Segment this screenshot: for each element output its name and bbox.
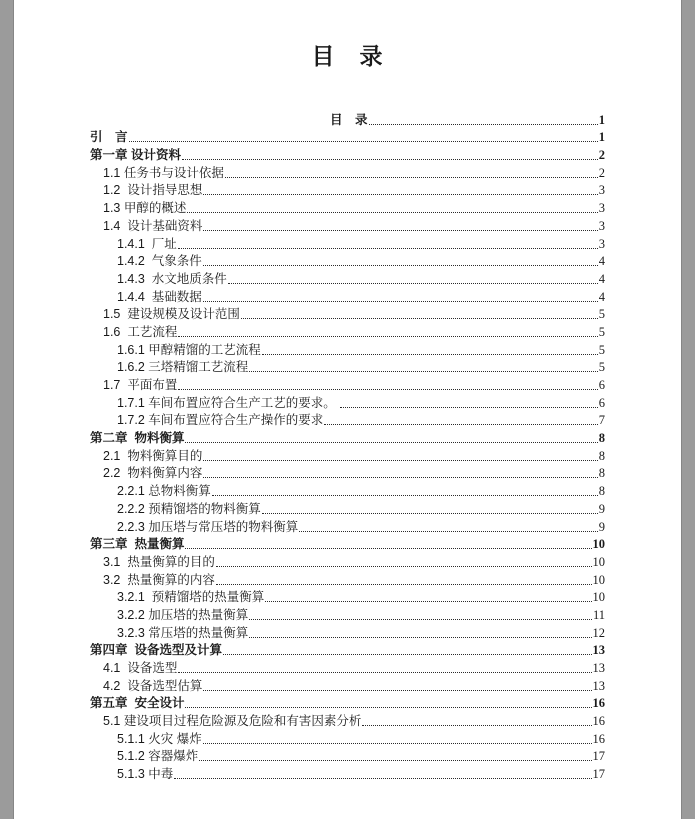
dot-leader bbox=[203, 194, 597, 195]
toc-entry-page-number: 4 bbox=[598, 254, 605, 269]
toc-entry[interactable] bbox=[90, 676, 605, 694]
toc-entry[interactable] bbox=[90, 499, 605, 517]
toc-entry-page-number: 1 bbox=[598, 130, 605, 145]
toc-entry-label: 5.1 建设项目过程危险源及危险和有害因素分析 bbox=[103, 714, 362, 729]
toc-entry-label: 第五章 安全设计 bbox=[90, 696, 185, 711]
toc-entry-page-number: 13 bbox=[592, 661, 605, 675]
toc-entry-label: 2.1 物料衡算目的 bbox=[103, 448, 203, 463]
dot-leader bbox=[262, 513, 598, 514]
dot-leader bbox=[203, 743, 592, 744]
toc-entry-page-number: 8 bbox=[598, 466, 605, 481]
toc-entry-page-number: 13 bbox=[592, 678, 605, 693]
toc-entry-label: 2.2.2 预精馏塔的物料衡算 bbox=[117, 501, 261, 516]
dot-leader bbox=[185, 707, 591, 708]
toc-entry-label: 1.1 任务书与设计依据 bbox=[103, 165, 224, 180]
toc-entry[interactable] bbox=[90, 570, 605, 588]
toc-entry[interactable] bbox=[90, 729, 605, 747]
toc-entry-label: 2.2 物料衡算内容 bbox=[103, 466, 203, 481]
toc-entry-page-number: 10 bbox=[592, 537, 605, 552]
toc-entry[interactable] bbox=[90, 694, 605, 712]
toc-entry[interactable] bbox=[90, 641, 605, 659]
dot-leader bbox=[182, 159, 598, 160]
toc-entry-label: 第一章 设计资料 bbox=[90, 148, 181, 163]
dot-leader bbox=[241, 318, 598, 319]
dot-leader bbox=[249, 637, 591, 638]
toc-entry-page-number: 8 bbox=[598, 448, 605, 463]
dot-leader bbox=[199, 760, 591, 761]
dot-leader bbox=[228, 283, 598, 284]
toc-entry[interactable] bbox=[90, 411, 605, 429]
toc-entry-page-number: 5 bbox=[598, 360, 605, 375]
toc-entry[interactable] bbox=[90, 605, 605, 623]
toc-entry-label: 3.2.2 加压塔的热量衡算 bbox=[117, 607, 249, 622]
toc-entry[interactable] bbox=[90, 181, 605, 199]
dot-leader bbox=[340, 407, 598, 408]
toc-entry-page-number: 5 bbox=[598, 342, 605, 357]
toc-entry[interactable] bbox=[90, 287, 605, 305]
toc-entry-label: 1.4.2 气象条件 bbox=[117, 254, 202, 269]
toc-entry-page-number: 17 bbox=[592, 767, 605, 782]
dot-leader bbox=[178, 336, 597, 337]
dot-leader bbox=[203, 477, 597, 478]
toc-entry[interactable] bbox=[90, 747, 605, 765]
toc-entry-label: 3.2.1 预精馏塔的热量衡算 bbox=[117, 590, 265, 605]
dot-leader bbox=[225, 177, 598, 178]
toc-entry-page-number: 12 bbox=[592, 625, 605, 640]
page-title: 目 录 bbox=[311, 43, 384, 69]
dot-leader bbox=[299, 531, 597, 532]
toc-entry-label: 5.1.3 中毒 bbox=[117, 767, 174, 782]
toc-entry[interactable] bbox=[90, 198, 605, 216]
dot-leader bbox=[203, 301, 598, 302]
dot-leader bbox=[324, 424, 597, 425]
dot-leader bbox=[216, 584, 592, 585]
toc-entry-page-number: 1 bbox=[598, 112, 605, 127]
dot-leader bbox=[203, 230, 597, 231]
toc-entry-page-number: 3 bbox=[598, 236, 605, 251]
dot-leader bbox=[249, 619, 592, 620]
toc-entry[interactable] bbox=[90, 375, 605, 393]
toc-entry[interactable] bbox=[90, 428, 605, 446]
toc-entry[interactable] bbox=[90, 145, 605, 163]
dot-leader bbox=[216, 566, 592, 567]
toc-entry-label: 3.1 热量衡算的目的 bbox=[103, 554, 215, 569]
toc-entry-page-number: 5 bbox=[598, 307, 605, 322]
toc-entry[interactable] bbox=[90, 393, 605, 411]
toc-entry-label: 1.7 平面布置 bbox=[103, 378, 178, 392]
toc-entry[interactable] bbox=[90, 535, 605, 553]
dot-leader bbox=[129, 141, 598, 142]
dot-leader bbox=[174, 778, 591, 779]
toc-entry-page-number: 13 bbox=[592, 643, 605, 658]
toc-entry-page-number: 16 bbox=[592, 731, 605, 746]
toc-entry[interactable] bbox=[90, 340, 605, 358]
toc-entry-page-number: 11 bbox=[592, 607, 605, 622]
toc-entry-label: 3.2 热量衡算的内容 bbox=[103, 572, 215, 587]
toc-entry[interactable] bbox=[90, 252, 605, 270]
toc-entry[interactable] bbox=[90, 517, 605, 535]
toc-entry-label: 5.1.1 火灾 爆炸 bbox=[117, 731, 202, 746]
toc-entry[interactable] bbox=[90, 552, 605, 570]
toc-entry-label: 1.4.1 厂址 bbox=[117, 236, 177, 251]
dot-leader bbox=[187, 212, 597, 213]
toc-entry-page-number: 2 bbox=[598, 165, 605, 180]
dot-leader bbox=[362, 725, 591, 726]
toc-entry-label: 1.4.3 水文地质条件 bbox=[117, 271, 227, 286]
toc-entry[interactable] bbox=[90, 588, 605, 606]
toc-entry-page-number: 10 bbox=[592, 572, 605, 587]
toc-entry-label: 1.4.4 基础数据 bbox=[117, 289, 202, 304]
toc-entry[interactable] bbox=[90, 623, 605, 641]
dot-leader bbox=[369, 124, 598, 125]
toc-entry[interactable] bbox=[90, 269, 605, 287]
dot-leader bbox=[265, 601, 591, 602]
dot-leader bbox=[249, 371, 597, 372]
toc-entry-page-number: 16 bbox=[592, 714, 605, 729]
toc-entry[interactable] bbox=[90, 305, 605, 323]
toc-entry-page-number: 3 bbox=[598, 201, 605, 216]
toc-entry-page-number: 3 bbox=[598, 218, 605, 233]
toc-entry-label: 1.7.2 车间布置应符合生产操作的要求 bbox=[117, 413, 324, 428]
dot-leader bbox=[212, 495, 598, 496]
dot-leader bbox=[203, 265, 598, 266]
toc-entry-label: 1.6.1 甲醇精馏的工艺流程 bbox=[117, 342, 261, 357]
toc-entry-page-number: 2 bbox=[598, 148, 605, 163]
toc-entry-label: 1.3 甲醇的概述 bbox=[103, 201, 187, 216]
toc-entry-label: 1.2 设计指导思想 bbox=[103, 183, 203, 198]
toc-entry-page-number: 6 bbox=[598, 395, 605, 410]
toc-entry-label: 1.6 工艺流程 bbox=[103, 324, 178, 339]
toc-entry[interactable] bbox=[90, 481, 605, 499]
toc-entry[interactable] bbox=[90, 128, 605, 146]
toc-entry-label: 引 言 bbox=[90, 130, 128, 145]
toc-entry-page-number: 9 bbox=[598, 519, 605, 534]
toc-entry-label: 第三章 热量衡算 bbox=[90, 537, 185, 552]
toc-entry[interactable] bbox=[90, 234, 605, 252]
table-of-contents bbox=[90, 110, 605, 782]
dot-leader bbox=[178, 248, 598, 249]
toc-entry-page-number: 7 bbox=[598, 413, 605, 428]
dot-leader bbox=[203, 690, 591, 691]
toc-entry-label: 2.2.1 总物料衡算 bbox=[117, 484, 211, 499]
toc-entry[interactable] bbox=[90, 110, 605, 128]
toc-entry[interactable] bbox=[90, 163, 605, 181]
toc-entry-page-number: 17 bbox=[592, 749, 605, 764]
toc-entry-label: 1.6.2 三塔精馏工艺流程 bbox=[117, 360, 249, 375]
toc-entry-label: 第四章 设备选型及计算 bbox=[90, 643, 222, 658]
toc-entry-page-number: 16 bbox=[592, 696, 605, 711]
toc-entry-page-number: 4 bbox=[598, 271, 605, 286]
toc-entry-label: 目 录 bbox=[330, 112, 368, 127]
toc-entry-page-number: 6 bbox=[598, 378, 605, 392]
toc-entry-label: 5.1.2 容器爆炸 bbox=[117, 749, 199, 764]
toc-entry[interactable] bbox=[90, 764, 605, 782]
dot-leader bbox=[262, 354, 598, 355]
dot-leader bbox=[185, 442, 597, 443]
dot-leader bbox=[185, 548, 591, 549]
toc-entry[interactable] bbox=[90, 446, 605, 464]
toc-entry[interactable] bbox=[90, 464, 605, 482]
toc-entry-label: 4.2 设备选型估算 bbox=[103, 678, 203, 693]
toc-entry[interactable] bbox=[90, 711, 605, 729]
toc-entry-label: 1.7.1 车间布置应符合生产工艺的要求。 bbox=[117, 395, 340, 410]
dot-leader bbox=[223, 654, 592, 655]
toc-entry-label: 第二章 物料衡算 bbox=[90, 431, 185, 446]
toc-entry-page-number: 3 bbox=[598, 183, 605, 198]
dot-leader bbox=[203, 460, 597, 461]
toc-entry-label: 3.2.3 常压塔的热量衡算 bbox=[117, 625, 249, 640]
toc-entry-label: 4.1 设备选型 bbox=[103, 661, 178, 675]
dot-leader bbox=[178, 389, 597, 390]
toc-entry[interactable] bbox=[90, 322, 605, 340]
toc-entry-page-number: 10 bbox=[592, 590, 605, 605]
toc-entry-label: 1.4 设计基础资料 bbox=[103, 218, 203, 233]
toc-entry-page-number: 8 bbox=[598, 484, 605, 499]
toc-entry-page-number: 4 bbox=[598, 289, 605, 304]
toc-entry-label: 2.2.3 加压塔与常压塔的物料衡算 bbox=[117, 519, 299, 534]
toc-entry[interactable] bbox=[90, 358, 605, 376]
toc-entry-page-number: 10 bbox=[592, 554, 605, 569]
document-page bbox=[13, 0, 682, 819]
toc-entry[interactable] bbox=[90, 216, 605, 234]
toc-entry-page-number: 5 bbox=[598, 324, 605, 339]
toc-entry[interactable] bbox=[90, 658, 605, 676]
dot-leader bbox=[178, 672, 591, 673]
toc-entry-page-number: 8 bbox=[598, 431, 605, 446]
toc-entry-page-number: 9 bbox=[598, 501, 605, 516]
toc-entry-label: 1.5 建设规模及设计范围 bbox=[103, 307, 240, 322]
